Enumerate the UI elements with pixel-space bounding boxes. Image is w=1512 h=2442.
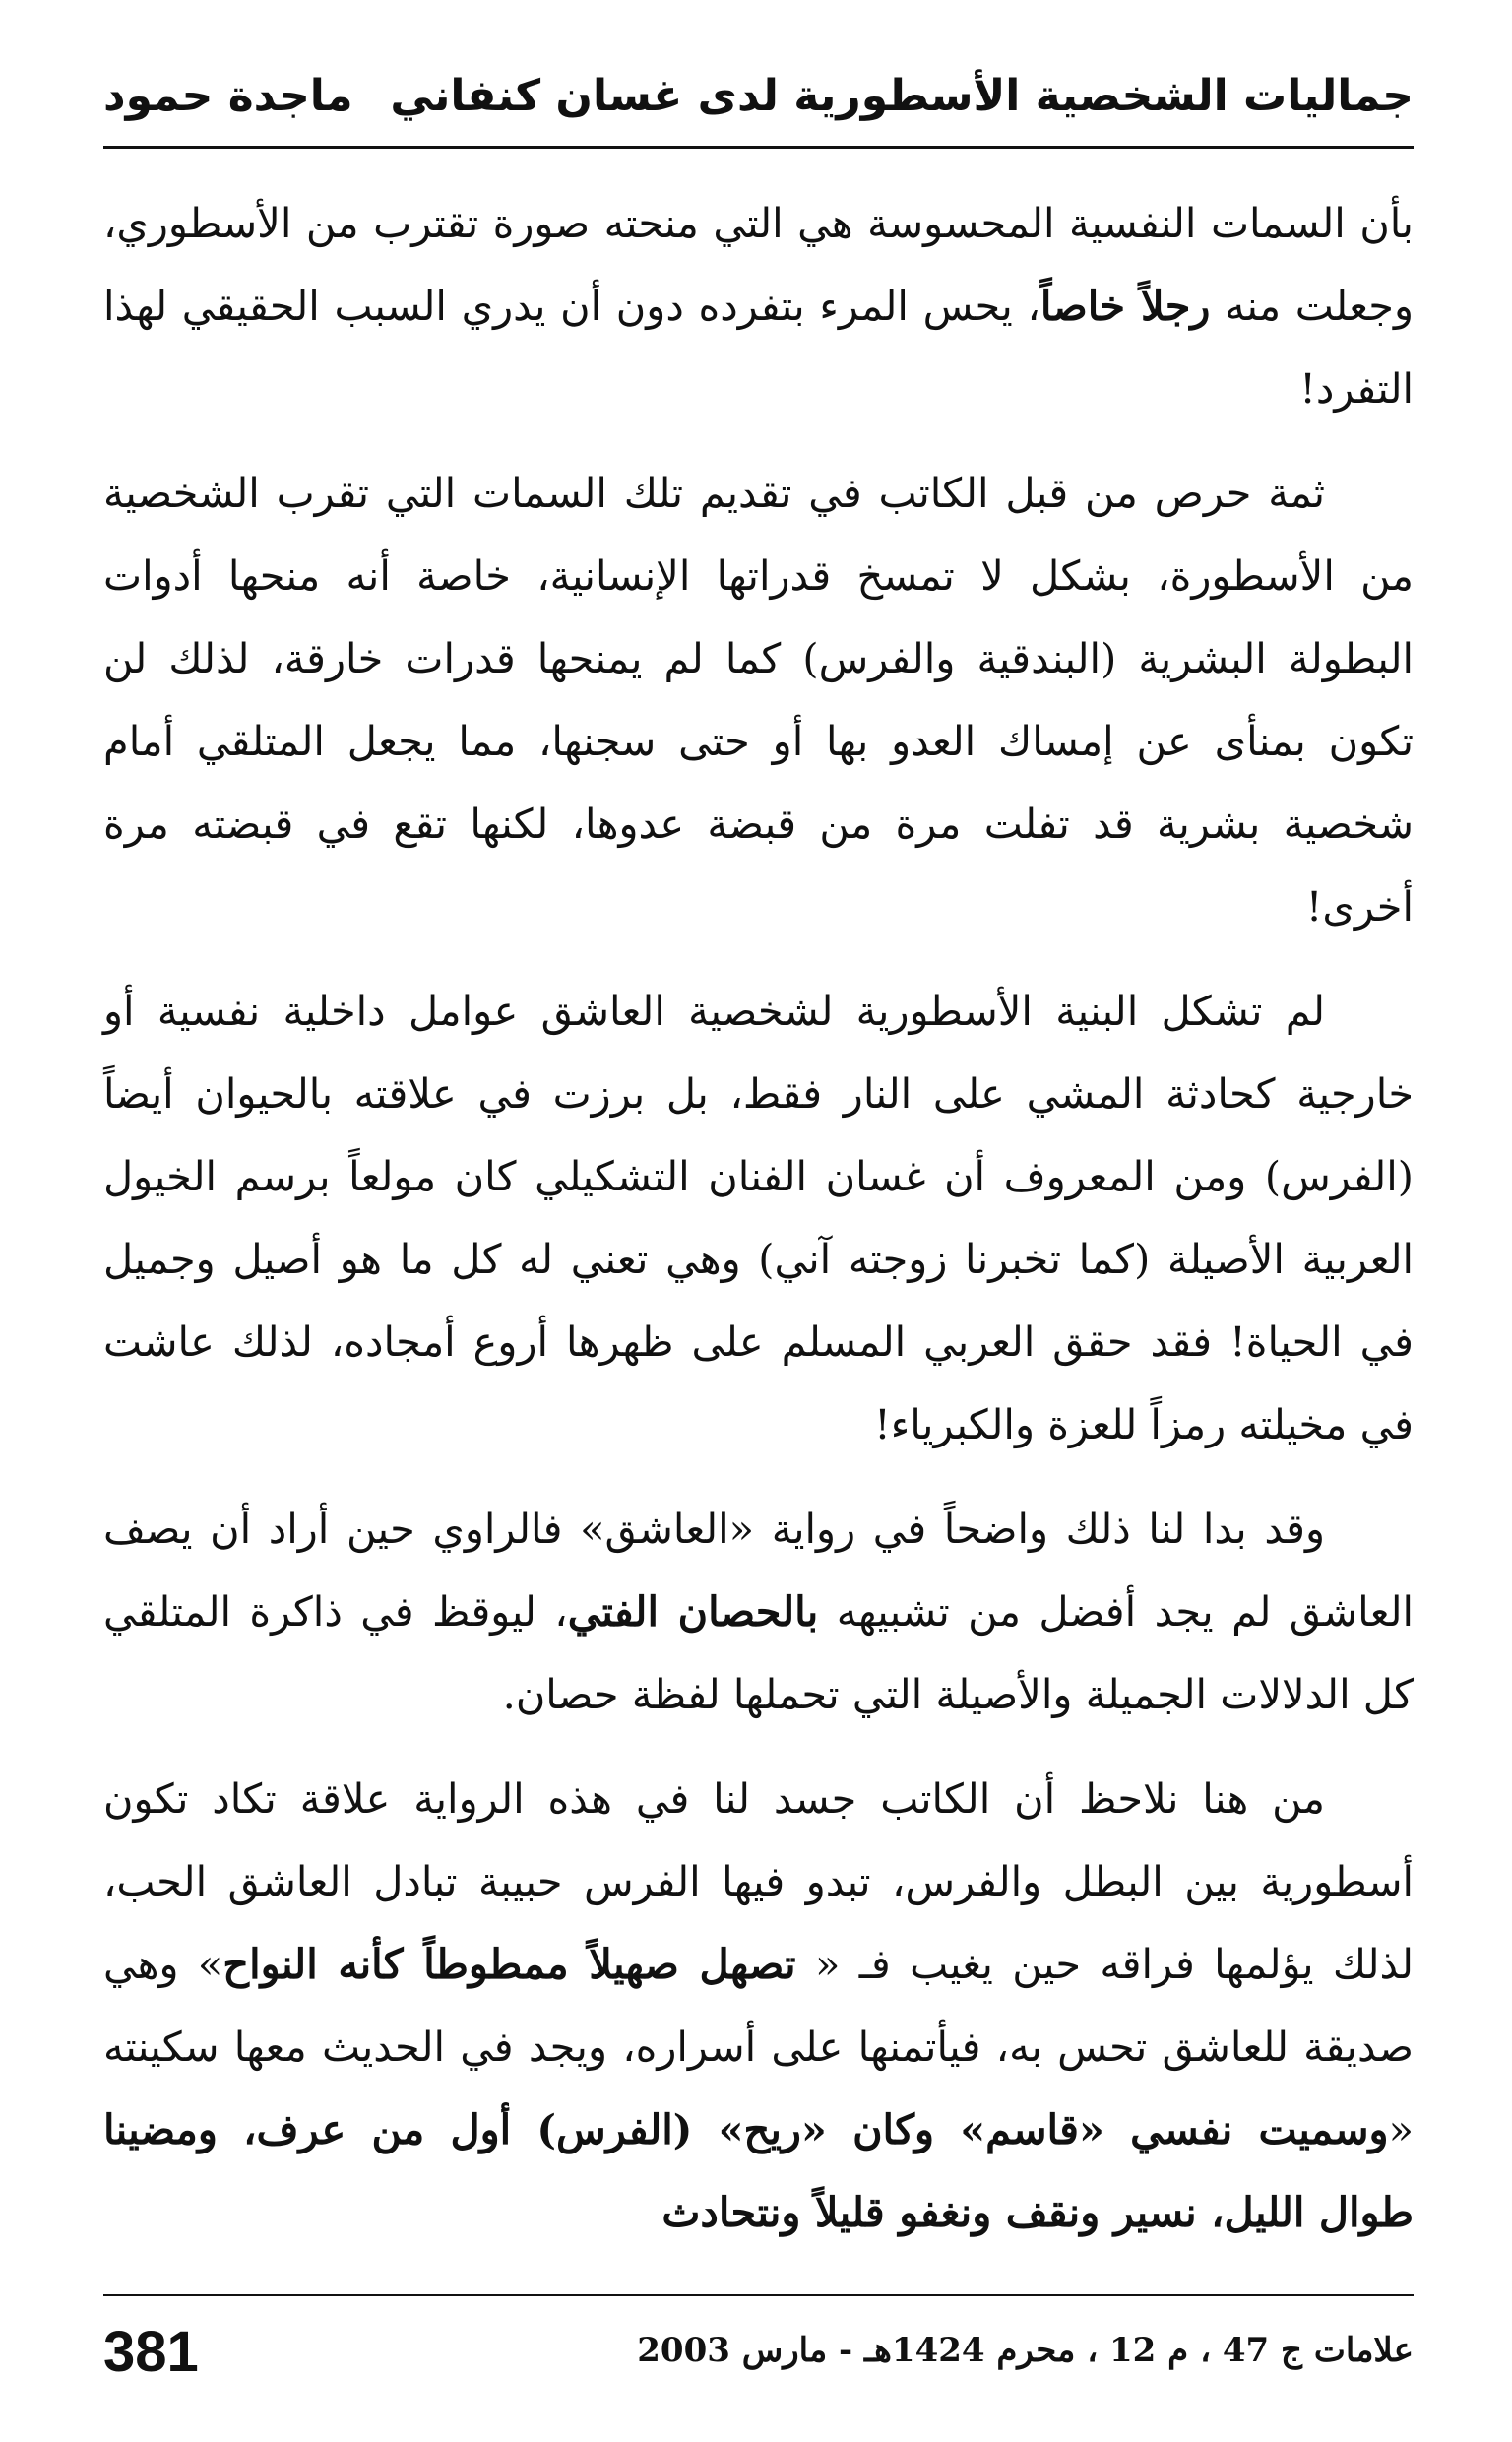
paragraph-5-text-a: من هنا نلاحظ أن الكاتب جسد لنا في هذه الرواية علاقة تكاد تكون أسطورية بين البطل والفرس، تبدو فيها الفرس حبيبة تبادل العاشق الحب، لذلك يؤلمها فراقه حين يغيب فـ « xyxy=(103,1774,1414,1988)
paragraph-5-bold-b: وسميت نفسي «قاسم» وكان «ريح» (الفرس) أول من عرف، ومضينا طوال الليل، نسير ونقف ونغفو قليلاً ونتحادث xyxy=(103,2105,1414,2236)
header-title: جماليات الشخصية الأسطورية لدى غسان كنفاني xyxy=(390,71,1414,121)
paragraph-4-text-a: وقد بدا لنا ذلك واضحاً في رواية «العاشق» فالراوي حين أراد أن يصف العاشق لم يجد أفضل من تشبيهه xyxy=(103,1505,1414,1636)
paragraph-5 xyxy=(103,1758,1414,2254)
paragraph-1-text-b: ، يحس المرء بتفرده دون أن يدري السبب الحقيقي لهذا التفرد! xyxy=(103,282,1414,413)
header-author: ماجدة حمود xyxy=(103,71,353,121)
footer-divider xyxy=(103,2294,1414,2296)
journal-citation: علامات ج 47 ، م 12 ، محرم 1424هـ - مارس 2003 xyxy=(637,2331,1414,2370)
header-divider xyxy=(103,146,1414,149)
paragraph-4 xyxy=(103,1488,1414,1736)
article-body xyxy=(103,182,1414,2276)
paragraph-5-text-b: » وهي صديقة للعاشق تحس به، فيأتمنها على أسراره، ويجد في الحديث معها سكينته « xyxy=(103,1940,1414,2153)
paragraph-2: ثمة حرص من قبل الكاتب في تقديم تلك السمات التي تقرب الشخصية من الأسطورة، بشكل لا تمسخ قدراتها الإنسانية، خاصة أنه منحها أدوات البطولة البشرية (البندقية والفرس) كما لم يمنحها قدرات خارقة، لذلك لن تكون بمنأى عن إمساك العدو بها أو حتى سجنها، مما يجعل المتلقي أمام شخصية بشرية قد تفلت مرة من قبضة عدوها، لكنها تقع في قبضته مرة أخرى! xyxy=(103,469,1414,931)
running-footer xyxy=(103,2309,1414,2408)
paragraph-4-text-b: ، ليوقظ في ذاكرة المتلقي كل الدلالات الجميلة والأصيلة التي تحملها لفظة حصان. xyxy=(103,1587,1414,1718)
paragraph-1-bold: رجلاً خاصاً xyxy=(1040,282,1211,330)
paragraph-3: لم تشكل البنية الأسطورية لشخصية العاشق عوامل داخلية نفسية أو خارجية كحادثة المشي على النار فقط، بل برزت في علاقته بالحيوان أيضاً (الفرس) ومن المعروف أن غسان الفنان التشكيلي كان مولعاً برسم الخيول العربية الأصيلة (كما تخبرنا زوجته آني) وهي تعني له كل ما هو أصيل وجميل في الحياة! فقد حقق العربي المسلم على ظهرها أروع أمجاده، لذلك عاشت في مخيلته رمزاً للعزة والكبرياء! xyxy=(103,987,1414,1448)
paragraph-1-text-a: بأن السمات النفسية المحسوسة هي التي منحته صورة تقترب من الأسطوري، وجعلت منه xyxy=(103,199,1414,330)
running-header xyxy=(103,61,1414,140)
paragraph-5-bold-a: تصهل صهيلاً ممطوطاً كأنه النواح xyxy=(222,1940,796,1988)
paragraph-1 xyxy=(103,182,1414,430)
paragraph-4-bold: بالحصان الفتي xyxy=(567,1587,819,1636)
page-number: 381 xyxy=(103,2320,199,2384)
